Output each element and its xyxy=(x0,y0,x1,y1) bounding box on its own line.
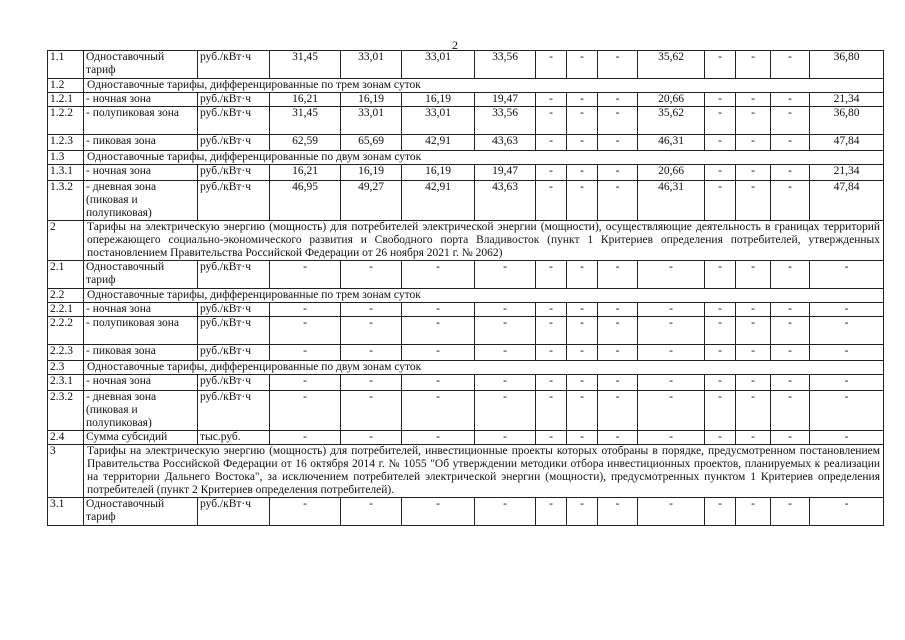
row-number: 1.3 xyxy=(48,151,84,165)
value-cell: 46,31 xyxy=(638,181,705,221)
value-cell: - xyxy=(705,303,736,317)
row-number: 2.3 xyxy=(48,361,84,375)
value-cell: 16,19 xyxy=(402,165,475,181)
value-cell: - xyxy=(536,261,567,289)
row-unit: руб./кВт·ч xyxy=(198,51,270,79)
value-cell: - xyxy=(475,431,536,445)
row-number: 1.3.1 xyxy=(48,165,84,181)
table-row xyxy=(48,303,884,317)
value-cell: - xyxy=(736,51,771,79)
row-unit: руб./кВт·ч xyxy=(198,303,270,317)
value-cell: - xyxy=(598,391,638,431)
section-paragraph: Тарифы на электрическую энергию (мощность) для потребителей, инвестиционные проекты которых отобраны в порядке, предусмотренном постановлением Правительства Российской Федерации от 16 октября 2014 г. № 1055 "Об утверждении методики отбора инвестиционных проектов, планируемых к реализации на территории Дальнего Востока", за исключением потребителей электрической энергии (мощности), предусмотренных пунктом 1 Критериев определения потребителей (пункт 2 Критериев определения потребителей). xyxy=(84,445,884,498)
table-row xyxy=(48,289,884,303)
value-cell: 47,84 xyxy=(810,135,884,151)
table-row xyxy=(48,181,884,221)
value-cell: - xyxy=(810,498,884,526)
value-cell: - xyxy=(402,261,475,289)
row-name: - дневная зона (пиковая и полупиковая) xyxy=(84,391,198,431)
value-cell: 33,56 xyxy=(475,107,536,135)
value-cell: - xyxy=(598,345,638,361)
value-cell: - xyxy=(567,375,598,391)
row-unit: руб./кВт·ч xyxy=(198,135,270,151)
value-cell: 65,69 xyxy=(341,135,402,151)
value-cell: 33,01 xyxy=(341,51,402,79)
value-cell: - xyxy=(341,345,402,361)
value-cell: - xyxy=(598,165,638,181)
value-cell: - xyxy=(536,165,567,181)
row-number: 2.2.3 xyxy=(48,345,84,361)
row-unit: руб./кВт·ч xyxy=(198,375,270,391)
row-name: - дневная зона (пиковая и полупиковая) xyxy=(84,181,198,221)
value-cell: - xyxy=(705,93,736,107)
table-row xyxy=(48,431,884,445)
value-cell: - xyxy=(598,51,638,79)
value-cell: - xyxy=(598,317,638,345)
value-cell: - xyxy=(705,345,736,361)
value-cell: - xyxy=(402,317,475,345)
value-cell: 16,19 xyxy=(402,93,475,107)
value-cell: - xyxy=(736,165,771,181)
tariff-table xyxy=(47,50,884,526)
value-cell: - xyxy=(705,135,736,151)
table-row xyxy=(48,51,884,79)
section-paragraph: Тарифы на электрическую энергию (мощность) для потребителей электрической энергии (мощности), осуществляющие деятельность в границах территорий опережающего социально-экономического развития и Свободного порта Владивосток (пункт 1 Критериев определения потребителей, утвержденных постановлением Правительства Российской Федерации от 26 ноября 2021 г. № 2062) xyxy=(84,221,884,261)
value-cell: - xyxy=(567,107,598,135)
value-cell: 35,62 xyxy=(638,107,705,135)
row-unit: руб./кВт·ч xyxy=(198,261,270,289)
row-name: Сумма субсидий xyxy=(84,431,198,445)
value-cell: - xyxy=(475,261,536,289)
table-row xyxy=(48,317,884,345)
value-cell: 16,19 xyxy=(341,93,402,107)
value-cell: - xyxy=(341,317,402,345)
value-cell: - xyxy=(475,391,536,431)
value-cell: - xyxy=(536,93,567,107)
value-cell: - xyxy=(638,261,705,289)
value-cell: - xyxy=(341,261,402,289)
value-cell: 21,34 xyxy=(810,93,884,107)
value-cell: - xyxy=(810,375,884,391)
row-unit: тыс.руб. xyxy=(198,431,270,445)
value-cell: - xyxy=(536,107,567,135)
row-name: - полупиковая зона xyxy=(84,317,198,345)
value-cell: - xyxy=(736,135,771,151)
value-cell: - xyxy=(638,345,705,361)
value-cell: - xyxy=(536,391,567,431)
value-cell: - xyxy=(567,181,598,221)
value-cell: - xyxy=(598,93,638,107)
value-cell: - xyxy=(402,303,475,317)
section-heading: Одноставочные тарифы, дифференцированные по двум зонам суток xyxy=(84,361,884,375)
value-cell: - xyxy=(598,135,638,151)
value-cell: - xyxy=(270,317,341,345)
value-cell: - xyxy=(810,391,884,431)
value-cell: - xyxy=(810,431,884,445)
row-name: Одноставочный тариф xyxy=(84,498,198,526)
value-cell: - xyxy=(736,345,771,361)
value-cell: - xyxy=(638,375,705,391)
table-row xyxy=(48,261,884,289)
section-heading: Одноставочные тарифы, дифференцированные по трем зонам суток xyxy=(84,289,884,303)
row-number: 2.2 xyxy=(48,289,84,303)
value-cell: 16,19 xyxy=(341,165,402,181)
table-row xyxy=(48,361,884,375)
value-cell: - xyxy=(536,317,567,345)
value-cell: - xyxy=(736,391,771,431)
value-cell: - xyxy=(341,303,402,317)
value-cell: - xyxy=(771,317,810,345)
value-cell: - xyxy=(536,498,567,526)
value-cell: 42,91 xyxy=(402,135,475,151)
value-cell: - xyxy=(771,165,810,181)
value-cell: - xyxy=(736,261,771,289)
value-cell: - xyxy=(270,391,341,431)
row-number: 1.2 xyxy=(48,79,84,93)
value-cell: - xyxy=(705,107,736,135)
value-cell: - xyxy=(771,51,810,79)
row-unit: руб./кВт·ч xyxy=(198,181,270,221)
value-cell: 19,47 xyxy=(475,165,536,181)
row-number: 1.2.3 xyxy=(48,135,84,151)
value-cell: - xyxy=(536,51,567,79)
value-cell: - xyxy=(638,431,705,445)
value-cell: - xyxy=(475,498,536,526)
value-cell: - xyxy=(536,303,567,317)
row-name: - ночная зона xyxy=(84,375,198,391)
value-cell: 42,91 xyxy=(402,181,475,221)
row-number: 1.2.2 xyxy=(48,107,84,135)
row-name: - полупиковая зона xyxy=(84,107,198,135)
value-cell: - xyxy=(536,375,567,391)
row-name: - пиковая зона xyxy=(84,135,198,151)
value-cell: - xyxy=(705,375,736,391)
value-cell: - xyxy=(810,303,884,317)
value-cell: - xyxy=(736,107,771,135)
value-cell: - xyxy=(771,181,810,221)
value-cell: - xyxy=(810,261,884,289)
value-cell: - xyxy=(771,107,810,135)
value-cell: 36,80 xyxy=(810,107,884,135)
value-cell: - xyxy=(598,181,638,221)
value-cell: - xyxy=(567,51,598,79)
value-cell: - xyxy=(270,303,341,317)
value-cell: - xyxy=(341,431,402,445)
value-cell: - xyxy=(736,181,771,221)
value-cell: - xyxy=(638,303,705,317)
value-cell: - xyxy=(270,431,341,445)
value-cell: - xyxy=(475,345,536,361)
row-unit: руб./кВт·ч xyxy=(198,93,270,107)
value-cell: - xyxy=(771,345,810,361)
value-cell: - xyxy=(771,261,810,289)
value-cell: - xyxy=(567,93,598,107)
row-number: 2.3.2 xyxy=(48,391,84,431)
value-cell: 16,21 xyxy=(270,165,341,181)
table-row xyxy=(48,391,884,431)
value-cell: - xyxy=(598,498,638,526)
value-cell: - xyxy=(402,391,475,431)
value-cell: - xyxy=(771,431,810,445)
value-cell: - xyxy=(475,317,536,345)
table-row xyxy=(48,165,884,181)
row-name: - ночная зона xyxy=(84,93,198,107)
table-row xyxy=(48,107,884,135)
value-cell: 33,01 xyxy=(402,51,475,79)
value-cell: - xyxy=(598,431,638,445)
value-cell: - xyxy=(567,317,598,345)
value-cell: 35,62 xyxy=(638,51,705,79)
value-cell: - xyxy=(705,431,736,445)
row-name: Одноставочный тариф xyxy=(84,51,198,79)
value-cell: - xyxy=(771,303,810,317)
value-cell: 49,27 xyxy=(341,181,402,221)
value-cell: - xyxy=(736,317,771,345)
row-unit: руб./кВт·ч xyxy=(198,391,270,431)
value-cell: - xyxy=(341,498,402,526)
value-cell: - xyxy=(705,498,736,526)
value-cell: - xyxy=(270,345,341,361)
table-row xyxy=(48,135,884,151)
row-name: Одноставочный тариф xyxy=(84,261,198,289)
value-cell: - xyxy=(567,261,598,289)
table-row xyxy=(48,375,884,391)
value-cell: - xyxy=(638,391,705,431)
value-cell: 46,31 xyxy=(638,135,705,151)
value-cell: - xyxy=(705,391,736,431)
value-cell: - xyxy=(270,498,341,526)
value-cell: - xyxy=(567,498,598,526)
section-heading: Одноставочные тарифы, дифференцированные по двум зонам суток xyxy=(84,151,884,165)
value-cell: - xyxy=(475,375,536,391)
value-cell: 33,01 xyxy=(341,107,402,135)
value-cell: - xyxy=(402,431,475,445)
section-heading: Одноставочные тарифы, дифференцированные по трем зонам суток xyxy=(84,79,884,93)
value-cell: - xyxy=(270,375,341,391)
table-row xyxy=(48,93,884,107)
value-cell: - xyxy=(402,375,475,391)
row-name: - ночная зона xyxy=(84,165,198,181)
value-cell: - xyxy=(736,375,771,391)
value-cell: - xyxy=(705,317,736,345)
row-unit: руб./кВт·ч xyxy=(198,107,270,135)
value-cell: - xyxy=(475,303,536,317)
value-cell: - xyxy=(736,93,771,107)
row-unit: руб./кВт·ч xyxy=(198,498,270,526)
row-number: 2.4 xyxy=(48,431,84,445)
value-cell: 21,34 xyxy=(810,165,884,181)
value-cell: 16,21 xyxy=(270,93,341,107)
table-row xyxy=(48,79,884,93)
value-cell: 19,47 xyxy=(475,93,536,107)
value-cell: - xyxy=(638,317,705,345)
value-cell: - xyxy=(705,261,736,289)
row-number: 2.3.1 xyxy=(48,375,84,391)
value-cell: - xyxy=(341,391,402,431)
value-cell: - xyxy=(771,93,810,107)
value-cell: 20,66 xyxy=(638,165,705,181)
value-cell: - xyxy=(567,431,598,445)
value-cell: - xyxy=(341,375,402,391)
value-cell: - xyxy=(705,51,736,79)
row-unit: руб./кВт·ч xyxy=(198,165,270,181)
value-cell: - xyxy=(598,303,638,317)
row-number: 1.2.1 xyxy=(48,93,84,107)
value-cell: - xyxy=(536,345,567,361)
value-cell: 31,45 xyxy=(270,51,341,79)
value-cell: - xyxy=(536,181,567,221)
row-number: 2.1 xyxy=(48,261,84,289)
value-cell: - xyxy=(567,303,598,317)
value-cell: - xyxy=(736,498,771,526)
value-cell: - xyxy=(598,261,638,289)
row-name: - пиковая зона xyxy=(84,345,198,361)
value-cell: 31,45 xyxy=(270,107,341,135)
page-number: 2 xyxy=(452,38,458,52)
value-cell: 47,84 xyxy=(810,181,884,221)
value-cell: - xyxy=(771,391,810,431)
value-cell: - xyxy=(567,165,598,181)
value-cell: - xyxy=(567,391,598,431)
value-cell: - xyxy=(638,498,705,526)
table-row xyxy=(48,221,884,261)
value-cell: 20,66 xyxy=(638,93,705,107)
row-number: 1.3.2 xyxy=(48,181,84,221)
value-cell: - xyxy=(536,135,567,151)
value-cell: - xyxy=(736,431,771,445)
value-cell: 33,56 xyxy=(475,51,536,79)
value-cell: - xyxy=(705,181,736,221)
value-cell: - xyxy=(598,107,638,135)
value-cell: - xyxy=(536,431,567,445)
value-cell: - xyxy=(771,498,810,526)
value-cell: - xyxy=(567,345,598,361)
table-row xyxy=(48,445,884,498)
row-number: 3.1 xyxy=(48,498,84,526)
value-cell: - xyxy=(402,498,475,526)
value-cell: 36,80 xyxy=(810,51,884,79)
value-cell: 46,95 xyxy=(270,181,341,221)
row-number: 3 xyxy=(48,445,84,498)
value-cell: 33,01 xyxy=(402,107,475,135)
value-cell: - xyxy=(598,375,638,391)
value-cell: - xyxy=(705,165,736,181)
value-cell: - xyxy=(567,135,598,151)
value-cell: 62,59 xyxy=(270,135,341,151)
row-number: 2.2.2 xyxy=(48,317,84,345)
row-name: - ночная зона xyxy=(84,303,198,317)
value-cell: - xyxy=(771,135,810,151)
value-cell: 43,63 xyxy=(475,135,536,151)
value-cell: - xyxy=(402,345,475,361)
row-number: 2 xyxy=(48,221,84,261)
row-number: 2.2.1 xyxy=(48,303,84,317)
row-unit: руб./кВт·ч xyxy=(198,317,270,345)
row-unit: руб./кВт·ч xyxy=(198,345,270,361)
value-cell: - xyxy=(810,317,884,345)
value-cell: - xyxy=(810,345,884,361)
row-number: 1.1 xyxy=(48,51,84,79)
value-cell: - xyxy=(736,303,771,317)
value-cell: - xyxy=(771,375,810,391)
value-cell: 43,63 xyxy=(475,181,536,221)
table-row xyxy=(48,498,884,526)
table-row xyxy=(48,151,884,165)
value-cell: - xyxy=(270,261,341,289)
table-row xyxy=(48,345,884,361)
